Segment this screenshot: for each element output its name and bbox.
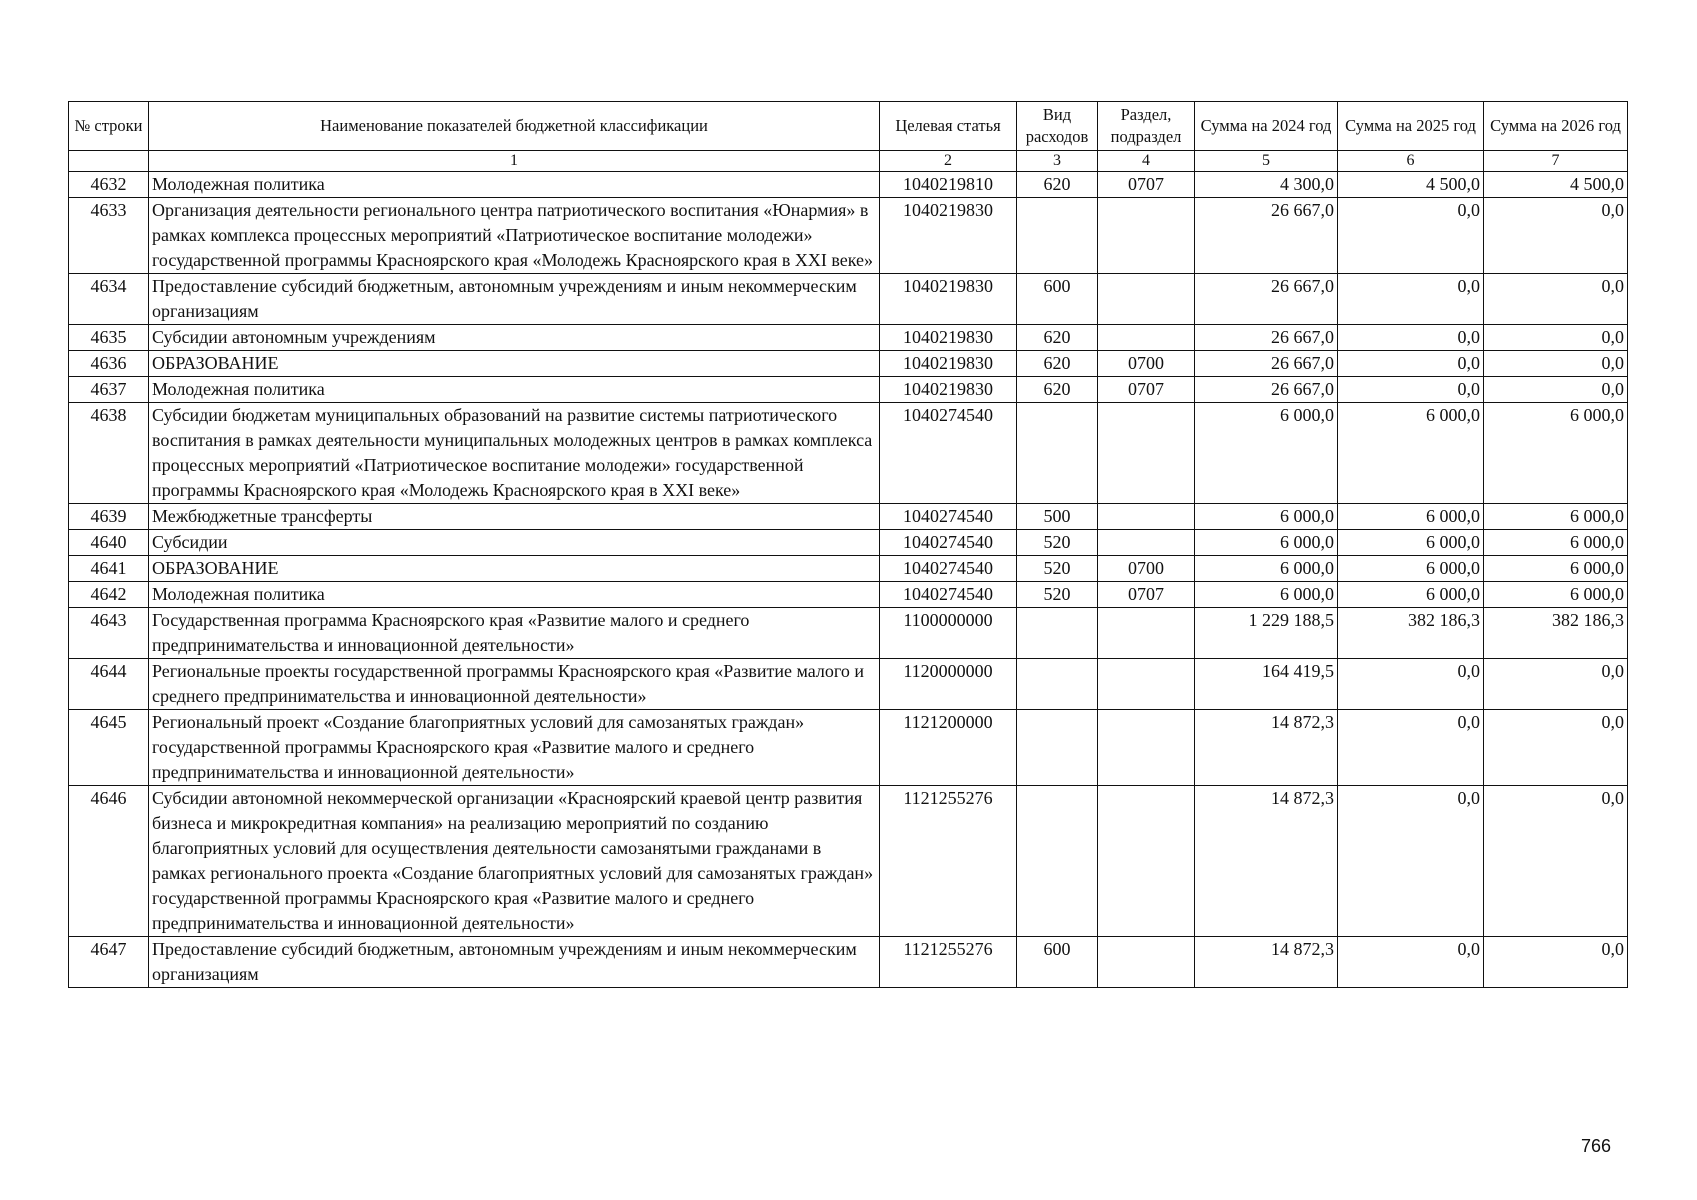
row-name-cell: Молодежная политика bbox=[149, 582, 880, 608]
row-expense-kind-cell bbox=[1017, 710, 1098, 786]
row-sum-2026-cell: 4 500,0 bbox=[1484, 172, 1628, 198]
table-row bbox=[69, 937, 1628, 988]
row-sum-2024-cell: 26 667,0 bbox=[1195, 351, 1338, 377]
row-sum-2026-cell: 6 000,0 bbox=[1484, 582, 1628, 608]
row-number-cell: 4637 bbox=[69, 377, 149, 403]
row-expense-kind-cell: 500 bbox=[1017, 504, 1098, 530]
row-target-article-cell: 1040274540 bbox=[880, 556, 1017, 582]
row-sum-2026-cell: 0,0 bbox=[1484, 710, 1628, 786]
table-row bbox=[69, 582, 1628, 608]
row-expense-kind-cell bbox=[1017, 786, 1098, 937]
column-numbers-row bbox=[69, 151, 1628, 172]
row-number-cell: 4642 bbox=[69, 582, 149, 608]
row-sum-2024-cell: 26 667,0 bbox=[1195, 325, 1338, 351]
row-number-cell: 4638 bbox=[69, 403, 149, 504]
page-number: 766 bbox=[1581, 1136, 1612, 1156]
row-sum-2024-cell: 6 000,0 bbox=[1195, 530, 1338, 556]
row-number-cell: 4633 bbox=[69, 198, 149, 274]
row-sum-2024-cell: 26 667,0 bbox=[1195, 274, 1338, 325]
budget-table bbox=[68, 101, 1628, 988]
row-target-article-cell: 1040219830 bbox=[880, 274, 1017, 325]
table-row bbox=[69, 325, 1628, 351]
row-section-cell bbox=[1098, 325, 1195, 351]
row-sum-2025-cell: 0,0 bbox=[1338, 377, 1484, 403]
header-expense-kind: Вид расходов bbox=[1017, 102, 1098, 151]
row-sum-2025-cell: 6 000,0 bbox=[1338, 504, 1484, 530]
row-sum-2025-cell: 6 000,0 bbox=[1338, 530, 1484, 556]
row-expense-kind-cell bbox=[1017, 198, 1098, 274]
row-name-cell: Субсидии автономной некоммерческой организации «Красноярский краевой центр развития бизнеса и микрокредитная компания» на реализацию мероприятий по созданию благоприятных условий для осуществления деятельности самозанятыми гражданами в рамках регионального проекта «Создание благоприятных условий для самозанятых граждан» государственной программы Красноярского края «Развитие малого и среднего предпринимательства и инновационной деятельности» bbox=[149, 786, 880, 937]
row-sum-2024-cell: 26 667,0 bbox=[1195, 377, 1338, 403]
row-sum-2024-cell: 6 000,0 bbox=[1195, 403, 1338, 504]
row-sum-2025-cell: 382 186,3 bbox=[1338, 608, 1484, 659]
row-target-article-cell: 1040219830 bbox=[880, 377, 1017, 403]
row-name-cell: Предоставление субсидий бюджетным, автономным учреждениям и иным некоммерческим организациям bbox=[149, 937, 880, 988]
row-section-cell bbox=[1098, 403, 1195, 504]
row-number-cell: 4634 bbox=[69, 274, 149, 325]
row-number-cell: 4643 bbox=[69, 608, 149, 659]
row-expense-kind-cell: 600 bbox=[1017, 274, 1098, 325]
row-section-cell: 0707 bbox=[1098, 172, 1195, 198]
row-number-cell: 4647 bbox=[69, 937, 149, 988]
row-sum-2026-cell: 0,0 bbox=[1484, 274, 1628, 325]
row-sum-2026-cell: 6 000,0 bbox=[1484, 530, 1628, 556]
row-name-cell: ОБРАЗОВАНИЕ bbox=[149, 556, 880, 582]
table-row bbox=[69, 351, 1628, 377]
row-sum-2024-cell: 14 872,3 bbox=[1195, 937, 1338, 988]
header-sum-2025: Сумма на 2025 год bbox=[1338, 102, 1484, 151]
row-sum-2025-cell: 0,0 bbox=[1338, 198, 1484, 274]
row-sum-2024-cell: 14 872,3 bbox=[1195, 710, 1338, 786]
row-number-cell: 4644 bbox=[69, 659, 149, 710]
colnum-5: 5 bbox=[1195, 151, 1338, 172]
row-number-cell: 4632 bbox=[69, 172, 149, 198]
row-target-article-cell: 1040219830 bbox=[880, 325, 1017, 351]
row-sum-2025-cell: 0,0 bbox=[1338, 937, 1484, 988]
row-number-cell: 4646 bbox=[69, 786, 149, 937]
row-target-article-cell: 1040274540 bbox=[880, 403, 1017, 504]
header-target-article: Целевая статья bbox=[880, 102, 1017, 151]
table-row bbox=[69, 172, 1628, 198]
table-row bbox=[69, 608, 1628, 659]
row-name-cell: Региональный проект «Создание благоприятных условий для самозанятых граждан» государственной программы Красноярского края «Развитие малого и среднего предпринимательства и инновационной деятельности» bbox=[149, 710, 880, 786]
row-section-cell bbox=[1098, 659, 1195, 710]
row-target-article-cell: 1040219830 bbox=[880, 198, 1017, 274]
table-row bbox=[69, 377, 1628, 403]
table-row bbox=[69, 274, 1628, 325]
colnum-7: 7 bbox=[1484, 151, 1628, 172]
row-target-article-cell: 1121200000 bbox=[880, 710, 1017, 786]
row-target-article-cell: 1120000000 bbox=[880, 659, 1017, 710]
row-expense-kind-cell: 620 bbox=[1017, 351, 1098, 377]
header-section: Раздел, подраздел bbox=[1098, 102, 1195, 151]
row-sum-2024-cell: 26 667,0 bbox=[1195, 198, 1338, 274]
row-expense-kind-cell bbox=[1017, 403, 1098, 504]
table-row bbox=[69, 530, 1628, 556]
row-name-cell: ОБРАЗОВАНИЕ bbox=[149, 351, 880, 377]
row-expense-kind-cell: 520 bbox=[1017, 556, 1098, 582]
row-sum-2024-cell: 4 300,0 bbox=[1195, 172, 1338, 198]
row-expense-kind-cell: 620 bbox=[1017, 172, 1098, 198]
row-expense-kind-cell: 620 bbox=[1017, 377, 1098, 403]
row-name-cell: Субсидии bbox=[149, 530, 880, 556]
colnum-1: 1 bbox=[149, 151, 880, 172]
row-section-cell: 0700 bbox=[1098, 351, 1195, 377]
row-sum-2026-cell: 0,0 bbox=[1484, 786, 1628, 937]
colnum-0 bbox=[69, 151, 149, 172]
table-row bbox=[69, 504, 1628, 530]
row-expense-kind-cell: 520 bbox=[1017, 530, 1098, 556]
table-row bbox=[69, 556, 1628, 582]
row-sum-2026-cell: 382 186,3 bbox=[1484, 608, 1628, 659]
row-target-article-cell: 1121255276 bbox=[880, 937, 1017, 988]
row-section-cell bbox=[1098, 608, 1195, 659]
row-sum-2026-cell: 0,0 bbox=[1484, 659, 1628, 710]
row-sum-2025-cell: 0,0 bbox=[1338, 710, 1484, 786]
colnum-6: 6 bbox=[1338, 151, 1484, 172]
row-expense-kind-cell bbox=[1017, 608, 1098, 659]
row-section-cell bbox=[1098, 198, 1195, 274]
row-name-cell: Субсидии бюджетам муниципальных образований на развитие системы патриотического воспитания в рамках деятельности муниципальных молодежных центров в рамках комплекса процессных мероприятий «Патриотическое воспитание молодежи» государственной программы Красноярского края «Молодежь Красноярского края в XXI веке» bbox=[149, 403, 880, 504]
row-expense-kind-cell: 600 bbox=[1017, 937, 1098, 988]
row-name-cell: Межбюджетные трансферты bbox=[149, 504, 880, 530]
row-number-cell: 4641 bbox=[69, 556, 149, 582]
row-sum-2024-cell: 1 229 188,5 bbox=[1195, 608, 1338, 659]
row-number-cell: 4645 bbox=[69, 710, 149, 786]
row-sum-2026-cell: 0,0 bbox=[1484, 377, 1628, 403]
row-section-cell bbox=[1098, 530, 1195, 556]
row-name-cell: Субсидии автономным учреждениям bbox=[149, 325, 880, 351]
header-sum-2024: Сумма на 2024 год bbox=[1195, 102, 1338, 151]
table-row bbox=[69, 786, 1628, 937]
row-sum-2025-cell: 0,0 bbox=[1338, 786, 1484, 937]
row-number-cell: 4639 bbox=[69, 504, 149, 530]
row-sum-2025-cell: 4 500,0 bbox=[1338, 172, 1484, 198]
header-row-number: № строки bbox=[69, 102, 149, 151]
header-name: Наименование показателей бюджетной классификации bbox=[149, 102, 880, 151]
row-target-article-cell: 1040274540 bbox=[880, 504, 1017, 530]
row-sum-2026-cell: 0,0 bbox=[1484, 198, 1628, 274]
row-sum-2024-cell: 164 419,5 bbox=[1195, 659, 1338, 710]
table-row bbox=[69, 710, 1628, 786]
row-sum-2024-cell: 6 000,0 bbox=[1195, 504, 1338, 530]
row-number-cell: 4640 bbox=[69, 530, 149, 556]
row-section-cell bbox=[1098, 710, 1195, 786]
row-section-cell bbox=[1098, 274, 1195, 325]
table-body bbox=[69, 172, 1628, 988]
row-sum-2025-cell: 6 000,0 bbox=[1338, 403, 1484, 504]
row-number-cell: 4636 bbox=[69, 351, 149, 377]
row-sum-2026-cell: 0,0 bbox=[1484, 937, 1628, 988]
row-sum-2025-cell: 6 000,0 bbox=[1338, 556, 1484, 582]
header-row bbox=[69, 102, 1628, 151]
row-name-cell: Предоставление субсидий бюджетным, автономным учреждениям и иным некоммерческим организациям bbox=[149, 274, 880, 325]
row-name-cell: Молодежная политика bbox=[149, 172, 880, 198]
row-name-cell: Молодежная политика bbox=[149, 377, 880, 403]
row-target-article-cell: 1121255276 bbox=[880, 786, 1017, 937]
row-sum-2024-cell: 14 872,3 bbox=[1195, 786, 1338, 937]
row-sum-2026-cell: 0,0 bbox=[1484, 325, 1628, 351]
row-sum-2026-cell: 6 000,0 bbox=[1484, 504, 1628, 530]
row-number-cell: 4635 bbox=[69, 325, 149, 351]
row-sum-2024-cell: 6 000,0 bbox=[1195, 556, 1338, 582]
row-section-cell bbox=[1098, 786, 1195, 937]
colnum-3: 3 bbox=[1017, 151, 1098, 172]
row-sum-2026-cell: 0,0 bbox=[1484, 351, 1628, 377]
row-sum-2025-cell: 0,0 bbox=[1338, 351, 1484, 377]
row-target-article-cell: 1040219810 bbox=[880, 172, 1017, 198]
row-section-cell bbox=[1098, 937, 1195, 988]
row-section-cell: 0707 bbox=[1098, 582, 1195, 608]
row-name-cell: Организация деятельности регионального центра патриотического воспитания «Юнармия» в рамках комплекса процессных мероприятий «Патриотическое воспитание молодежи» государственной программы Красноярского края «Молодежь Красноярского края в XXI веке» bbox=[149, 198, 880, 274]
row-target-article-cell: 1040219830 bbox=[880, 351, 1017, 377]
header-sum-2026: Сумма на 2026 год bbox=[1484, 102, 1628, 151]
row-name-cell: Региональные проекты государственной программы Красноярского края «Развитие малого и среднего предпринимательства и инновационной деятельности» bbox=[149, 659, 880, 710]
table-row bbox=[69, 198, 1628, 274]
row-sum-2025-cell: 6 000,0 bbox=[1338, 582, 1484, 608]
row-target-article-cell: 1040274540 bbox=[880, 530, 1017, 556]
colnum-4: 4 bbox=[1098, 151, 1195, 172]
row-target-article-cell: 1100000000 bbox=[880, 608, 1017, 659]
row-sum-2025-cell: 0,0 bbox=[1338, 274, 1484, 325]
table-row bbox=[69, 403, 1628, 504]
row-target-article-cell: 1040274540 bbox=[880, 582, 1017, 608]
row-sum-2025-cell: 0,0 bbox=[1338, 659, 1484, 710]
row-name-cell: Государственная программа Красноярского края «Развитие малого и среднего предпринимательства и инновационной деятельности» bbox=[149, 608, 880, 659]
row-sum-2026-cell: 6 000,0 bbox=[1484, 403, 1628, 504]
row-expense-kind-cell bbox=[1017, 659, 1098, 710]
colnum-2: 2 bbox=[880, 151, 1017, 172]
row-expense-kind-cell: 620 bbox=[1017, 325, 1098, 351]
row-sum-2024-cell: 6 000,0 bbox=[1195, 582, 1338, 608]
row-section-cell: 0700 bbox=[1098, 556, 1195, 582]
row-section-cell bbox=[1098, 504, 1195, 530]
row-expense-kind-cell: 520 bbox=[1017, 582, 1098, 608]
row-section-cell: 0707 bbox=[1098, 377, 1195, 403]
row-sum-2026-cell: 6 000,0 bbox=[1484, 556, 1628, 582]
table-row bbox=[69, 659, 1628, 710]
row-sum-2025-cell: 0,0 bbox=[1338, 325, 1484, 351]
